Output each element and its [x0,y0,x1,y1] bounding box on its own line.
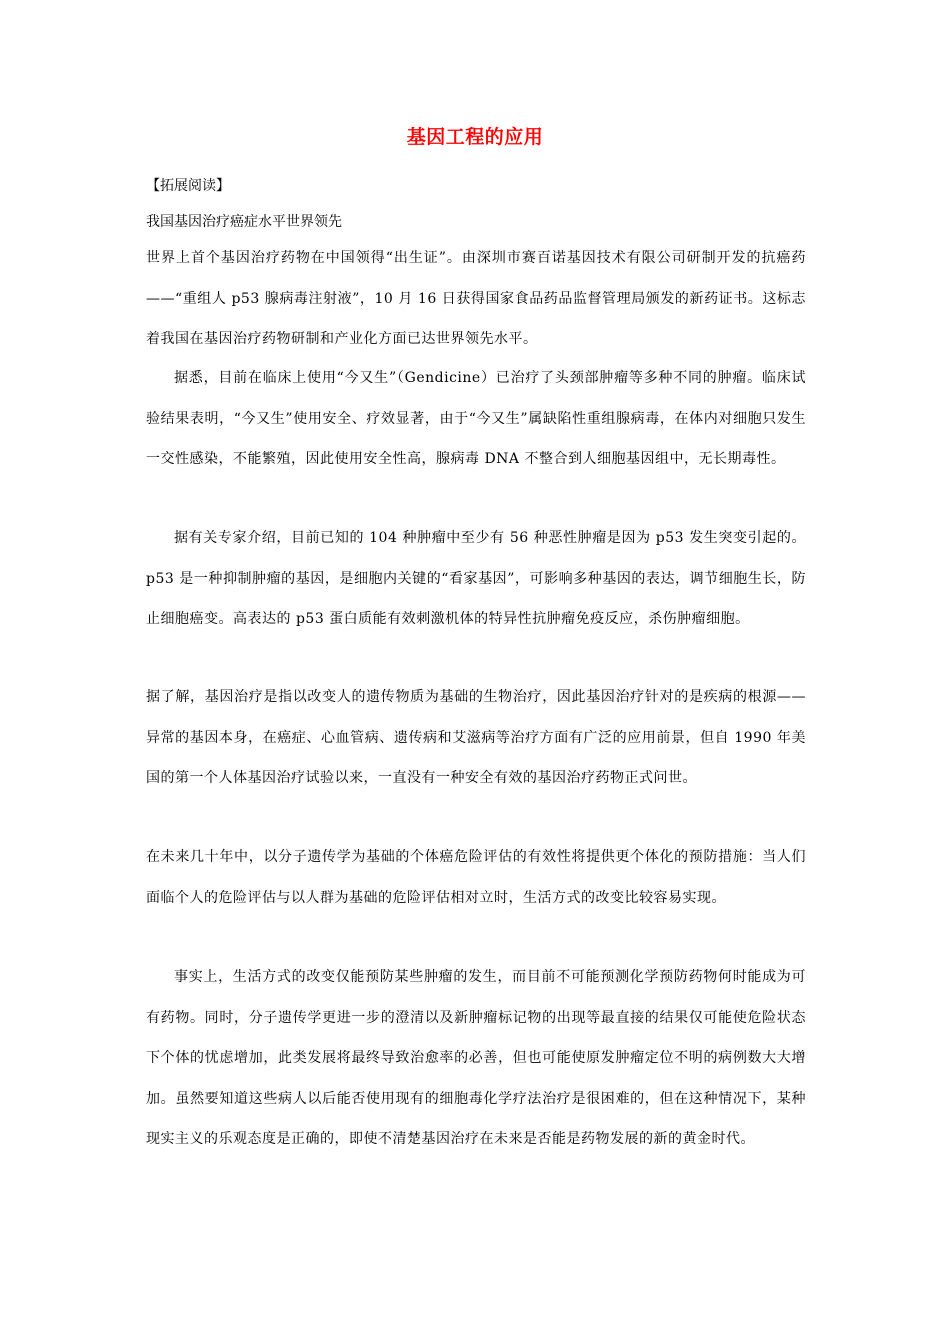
paragraph-2: 据悉，目前在临床上使用“今又生”（Gendicine）已治疗了头颈部肿瘤等多种不同的肿瘤。临床试验结果表明，“今又生”使用安全、疗效显著，由于“今又生”属缺陷性重组腺病毒，在体内对细胞只发生一交性感染，不能繁殖，因此使用安全性高，腺病毒 DNA 不整合到人细胞基因组中，无长期毒性。 [146,370,806,467]
article-title: 我国基因治疗癌症水平世界领先 [146,214,342,230]
paragraph-5: 在未来几十年中，以分子遗传学为基础的个体癌危险评估的有效性将提供更个体化的预防措施：当人们面临个人的危险评估与以人群为基础的危险评估相对立时，生活方式的改变比较容易实现。 [146,849,806,906]
paragraph-6: 事实上，生活方式的改变仅能预防某些肿瘤的发生，而目前不可能预测化学预防药物何时能成为可有药物。同时，分子遗传学更进一步的澄清以及新肿瘤标记物的出现等最直接的结果仅可能使危险状态下个体的忧虑增加，此类发展将最终导致治愈率的必善，但也可能使原发肿瘤定位不明的病例数大大增加。虽然要知道这些病人以后能否使用现有的细胞毒化学疗法治疗是很困难的，但在这种情况下，某种现实主义的乐观态度是正确的，即使不清楚基因治疗在未来是否能是药物发展的新的黄金时代。 [146,969,806,1147]
paragraph-1: 世界上首个基因治疗药物在中国领得“出生证”。由深圳市赛百诺基因技术有限公司研制开发的抗癌药——“重组人 p53 腺病毒注射液”，10 月 16 日获得国家食品药品监督管理局颁发的新药证书。这标志着我国在基因治疗药物研制和产业化方面已达世界领先水平。 [146,250,806,347]
paragraph-3: 据有关专家介绍，目前已知的 104 种肿瘤中至少有 56 种恶性肿瘤是因为 p53 发生突变引起的。p53 是一种抑制肿瘤的基因，是细胞内关键的“看家基因”，可影响多种基因的表达，调节细胞生长，防止细胞癌变。高表达的 p53 蛋白质能有效刺激机体的特异性抗肿瘤免疫反应，杀伤肿瘤细胞。 [146,530,806,627]
document-title: 基因工程的应用 [406,126,544,148]
paragraph-4: 据了解，基因治疗是指以改变人的遗传物质为基础的生物治疗，因此基因治疗针对的是疾病的根源——异常的基因本身，在癌症、心血管病、遗传病和艾滋病等治疗方面有广泛的应用前景，但自 1990 年美国的第一个人体基因治疗试验以来，一直没有一种安全有效的基因治疗药物正式问世。 [146,689,806,786]
section-heading: 【拓展阅读】 [146,178,230,194]
